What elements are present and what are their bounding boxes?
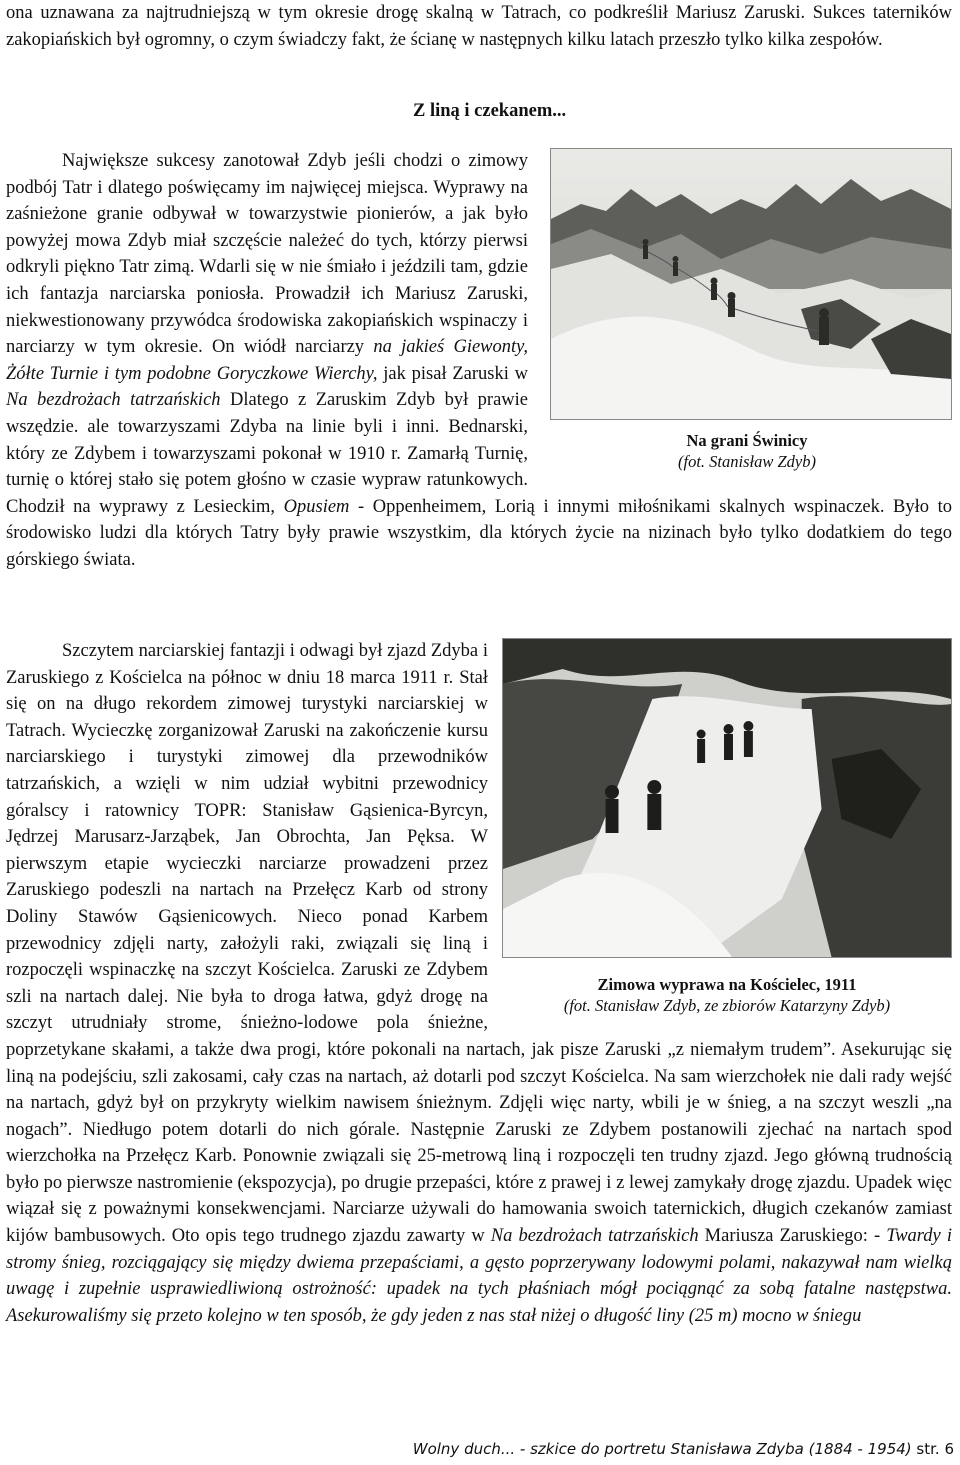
p2-italic-quote: Twardy i stromy śnieg, rozciągający się między dwiema przepaściami, a gęsto poprzerywany lodowymi polami, nakazywał nam wielką uwagę i zupełnie usprawiedliwioną ostrożność: upadek na tych płaśniach mógł pociągnąć za sobą fatalne następstwa. Asekurowaliśmy się przeto kolejno w ten sposób, że gdy jeden z nas stał niżej o długość liny (25 m) mocno w śniegu	[6, 1226, 952, 1326]
caption-koscielec-title: Zimowa wyprawa na Kościelec, 1911	[597, 975, 857, 994]
p2-text-a: Szczytem narciarskiej fantazji i odwagi był zjazd Zdyba i Zaruskiego z Kościelca na północ w dniu 18 marca 1911 r. Stał się on na długo rekordem zimowej turystyki narciarskiej w Tatrach. Wycieczkę zorganizował Zaruski na zakończenie kursu narciarskiego i turystyki zimowej dla przewodników tatrzańskich, a wzięli w nim udział wybitni przewodnicy góralscy i ratownicy TOPR: Stanisław Gąsienica-Byrcyn, Jędrzej Marusarz-Jarząbek, Jan Obrochta, Jan Pęksa. W pierwszym etapie wycieczki narciarze prowadzeni przez Zaruskiego podeszli na nartach na Przełęcz Karb od strony Doliny Stawów Gąsienicowych. Nieco ponad Karbem przewodnicy zdjęli narty, założyli raki, związali się liną i rozpoczęli wspinaczkę na szczyt Kościelca. Zaruski ze Zdybem szli na nartach dalej. Nie była to droga łatwa, gdyż drogę na szczyt utrudniały strome, śnieżno-lodowe pola śnieżne, poprzetykane skałami, a także dwa progi, które pokonali na nartach, jak pisze Zaruski „z niemałym trudem”. Asekurując się liną na podejściu, szli zakosami, cały czas na nartach, aż dotarli pod szczyt Kościelca. Na sam wierzchołek nie dali rady wejść na nartach, gdyż był on przykryty wielkim nawisem śnieżnym. Zdjęli więc narty, wbili je w śnieg, a na szczyt weszli „na nogach”. Niedługo potem dotarli do nich górale. Następnie Zaruski ze Zdybem postanowili zjechać na nartach spod wierzchołka na Przełęcz Karb. Ponownie związali się 25-metrową liną i rozpoczęli ten trudny zjazd. Jego główną trudnością było po pierwsze nastromienie (ekspozycja), po drugie przepaści, które z prawej i z lewej zamykały drogę zjazdu. Upadek więc wiązał się z poważnymi konsekwencjami. Narciarze używali do hamowania swoich taternickich, długich czekanów zamiast kijów bambusowych. Oto opis tego trudnego zjazdu zawarty w	[6, 641, 952, 1247]
paragraph-winter-conquest	[6, 148, 952, 574]
p1-text-c: Dlatego z Zaruskim Zdyb był prawie wszędzie. ale towarzyszami Zdyba na linie byli i inni. Bednarski, który ze Zdybem i towarzyszami pokonał w 1910 r. Zamarłą Turnię, turnię o której stało się potem głośno w czasie wypraw ratunkowych. Chodził na wyprawy z Lesieckim,	[6, 390, 528, 517]
footer-page-number: str. 6	[916, 1440, 954, 1458]
figure-swinica	[542, 148, 952, 486]
p2-text-b: Mariusza Zaruskiego: -	[698, 1226, 887, 1247]
photo-swinica-ridge	[550, 148, 952, 420]
p2-italic-book: Na bezdrożach tatrzańskich	[490, 1226, 699, 1247]
page-footer	[413, 1440, 954, 1458]
photo-koscielec-expedition	[502, 638, 952, 958]
caption-koscielec	[502, 974, 952, 1016]
p1-italic-book: Na bezdrożach tatrzańskich	[6, 390, 221, 411]
p1-text-d: - Oppenheimem, Lorią i innymi miłośnikami skalnych wspinaczek. Było to środowisko ludzi dla których Tatry były prawie wszystkim, dla których życie na nizinach było tylko dodatkiem do tego górskiego świata.	[6, 496, 953, 570]
p1-italic-quote: na jakieś Giewonty, Żółte Turnie i tym podobne Goryczkowe Wierchy,	[6, 337, 528, 384]
paragraph-koscielec	[6, 638, 952, 1329]
figure-koscielec	[502, 638, 952, 1018]
section-heading: Z liną i czekanem...	[413, 101, 567, 121]
caption-swinica-title: Na grani Świnicy	[686, 431, 808, 450]
caption-koscielec-credit: (fot. Stanisław Zdyb, ze zbiorów Katarzyny Zdyb)	[563, 996, 891, 1015]
caption-swinica	[542, 430, 952, 472]
caption-swinica-credit: (fot. Stanisław Zdyb)	[678, 452, 816, 471]
p1-italic-nickname: Opusiem	[283, 496, 350, 517]
paragraph-intro: ona uznawana za najtrudniejszą w tym okresie drogę skalną w Tatrach, co podkreślił Mariusz Zaruski. Sukces taterników zakopiańskich był ogromny, o czym świadczy fakt, że ścianę w następnych kilku latach przeszło tylko kilka zespołów.	[6, 3, 952, 50]
p1-text-a: Największe sukcesy zanotował Zdyb jeśli chodzi o zimowy podbój Tatr i dlatego poświęcamy im najwięcej miejsca. Wyprawy na zaśnieżone granie odbywał w towarzystwie pionierów, a jak było powyżej mowa Zdyb miał szczęście należeć do tych, którzy pierwsi odkryli piękno Tatr zimą. Wdarli się w nie śmiało i jeździli tam, gdzie ich fantazja narciarska poniosła. Prowadził ich Mariusz Zaruski, niekwestionowany przywódca środowiska zakopiańskich wspinaczy i narciarzy w tym okresie. On wiódł narciarzy	[6, 151, 528, 358]
p1-text-b: jak pisał Zaruski w	[377, 363, 528, 384]
footer-title: Wolny duch... - szkice do portretu Stanisława Zdyba (1884 - 1954)	[412, 1440, 912, 1458]
